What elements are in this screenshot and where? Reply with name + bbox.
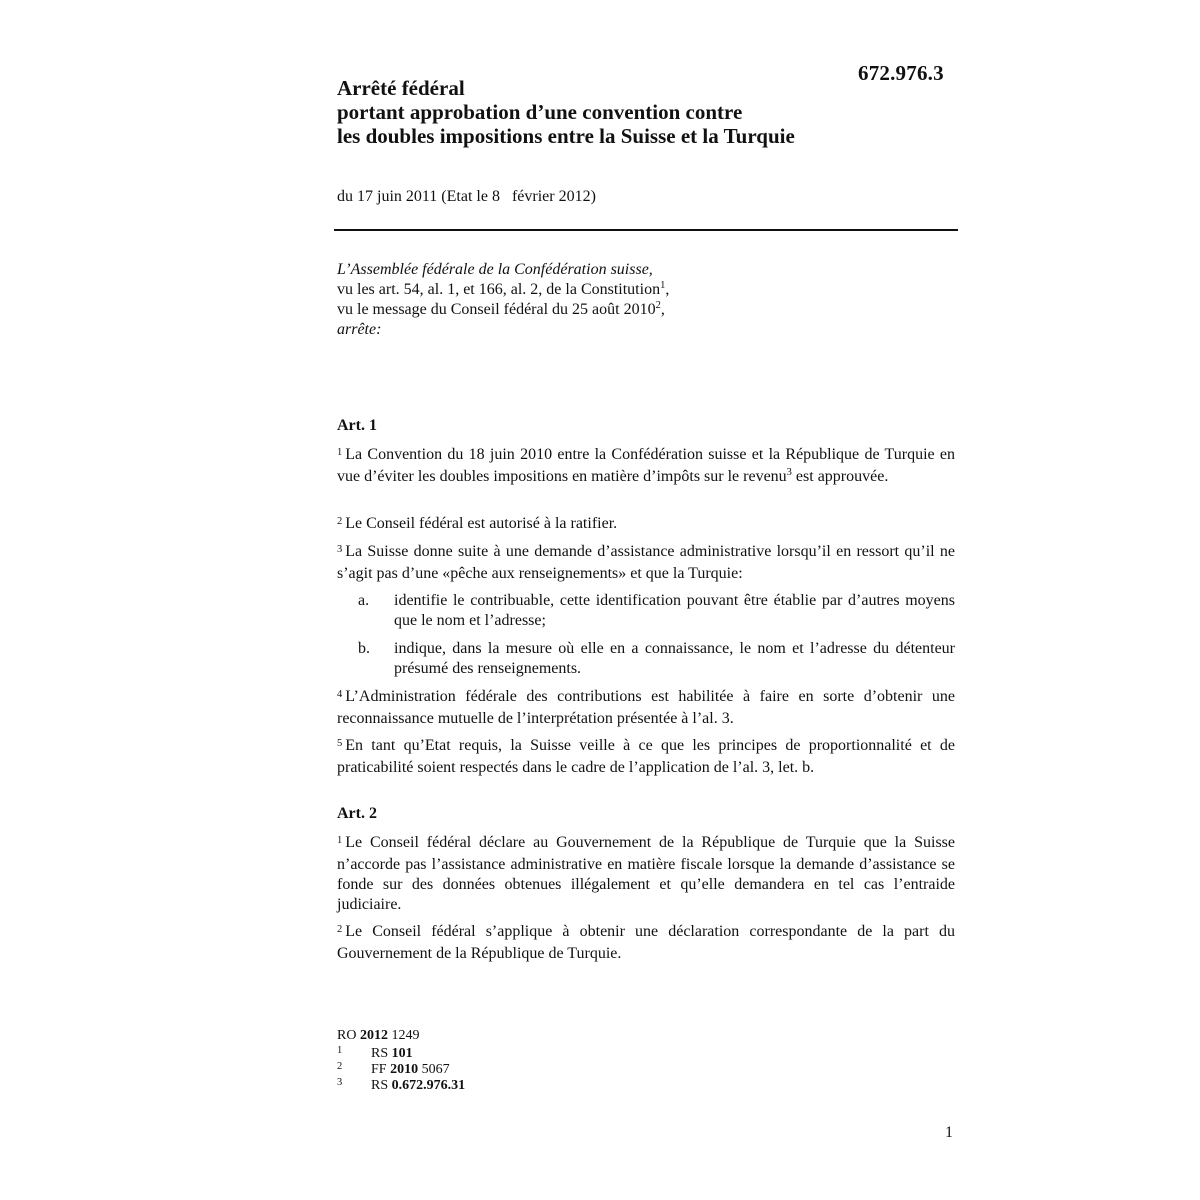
footnote-2 bbox=[337, 1061, 450, 1078]
paragraph-text: Le Conseil fédéral déclare au Gouvernement de la République de Turquie que la Suisse n’accorde pas l’assistance administrative en matière fiscale lorsque la demande d’assistance se fonde sur des données obtenues illégalement et qu’elle demandera en tel cas l’entraide judiciaire. bbox=[337, 834, 955, 913]
footnote-number: 3 bbox=[337, 1077, 343, 1088]
page-number: 1 bbox=[945, 1124, 953, 1141]
article-2-paragraph-1 bbox=[337, 833, 955, 915]
footnote-prefix: RS bbox=[371, 1078, 389, 1093]
paragraph-number: 3 bbox=[337, 544, 343, 555]
paragraph-number: 1 bbox=[337, 447, 343, 458]
footnote-prefix: FF bbox=[371, 1062, 387, 1077]
footnote-bold: 2010 bbox=[390, 1062, 419, 1077]
paragraph-text: L’Administration fédérale des contributions est habilitée à faire en sorte d’obtenir une reconnaissance mutuelle de l’interprétation présentée à l’al. 3. bbox=[337, 688, 955, 727]
footnote-1 bbox=[337, 1046, 419, 1062]
ro-year: 2012 bbox=[359, 1028, 388, 1043]
paragraph-number: 4 bbox=[337, 689, 343, 700]
ro-page: 1249 bbox=[391, 1028, 420, 1043]
paragraph-text: La Suisse donne suite à une demande d’assistance administrative lorsqu’il en ressort qu’il ne s’agit pas d’une «pêche aux renseignements» et que la Turquie: bbox=[337, 543, 955, 582]
footnote-text bbox=[371, 1078, 465, 1094]
paragraph-text: Le Conseil fédéral s’applique à obtenir une déclaration correspondante de la part du Gouvernement de la République de Turquie. bbox=[337, 923, 955, 962]
footnote-3 bbox=[337, 1077, 466, 1094]
footnote-bold: 101 bbox=[391, 1046, 413, 1061]
date-line: du 17 juin 2011 (Etat le 8 février 2012) bbox=[337, 188, 596, 205]
footnote-suffix: 5067 bbox=[421, 1062, 450, 1077]
ro-prefix: RO bbox=[337, 1028, 357, 1043]
footnote-text bbox=[371, 1062, 450, 1078]
paragraph-text: La Convention du 18 juin 2010 entre la Confédération suisse et la République de Turquie en vue d’éviter les doubles impositions en matière d’impôts sur le revenu bbox=[337, 446, 955, 485]
article-1-paragraph-5 bbox=[337, 736, 955, 778]
sr-number: 672.976.3 bbox=[858, 61, 944, 85]
list-item-a bbox=[358, 591, 955, 631]
preamble-constitution-text: vu les art. 54, al. 1, et 166, al. 2, de la Constitution bbox=[337, 281, 661, 298]
preamble-constitution bbox=[337, 280, 955, 300]
list-item-text: indique, dans la mesure où elle en a connaissance, le nom et l’adresse du détenteur présumé des renseignements. bbox=[394, 640, 955, 677]
preamble-assembly: L’Assemblée fédérale de la Confédération suisse, bbox=[337, 261, 653, 278]
punctuation: , bbox=[660, 301, 665, 318]
footnote-prefix: RS bbox=[371, 1046, 389, 1061]
footnote-bold: 0.672.976.31 bbox=[391, 1078, 466, 1093]
paragraph-number: 5 bbox=[337, 738, 343, 749]
paragraph-text: En tant qu’Etat requis, la Suisse veille à ce que les principes de proportionnalité et de praticabilité soient respectés dans le cadre de l’application de l’al. 3, let. b. bbox=[337, 737, 955, 776]
preamble-message-text: vu le message du Conseil fédéral du 25 août 2010 bbox=[337, 301, 656, 318]
footnote-text bbox=[371, 1046, 413, 1062]
title-line: Arrêté fédéral bbox=[337, 76, 465, 100]
title-line: portant approbation d’une convention contre bbox=[337, 100, 743, 124]
title-line: les doubles impositions entre la Suisse et la Turquie bbox=[337, 124, 795, 148]
article-1-paragraph-4 bbox=[337, 687, 955, 729]
paragraph-number: 2 bbox=[337, 924, 343, 935]
header-divider bbox=[334, 229, 958, 231]
list-marker: a. bbox=[358, 592, 370, 609]
list-marker: b. bbox=[358, 640, 370, 657]
article-1-paragraph-3 bbox=[337, 542, 955, 584]
ro-reference bbox=[337, 1027, 419, 1044]
preamble-message bbox=[337, 300, 955, 320]
article-1-paragraph-1 bbox=[337, 445, 955, 487]
punctuation: , bbox=[665, 281, 670, 298]
article-2-heading: Art. 2 bbox=[337, 805, 377, 822]
footnote-ref[interactable]: 3 bbox=[786, 467, 792, 478]
footnotes bbox=[337, 1027, 466, 1094]
article-1-heading: Art. 1 bbox=[337, 417, 377, 434]
article-2-paragraph-2 bbox=[337, 922, 955, 964]
list-item-b bbox=[358, 639, 955, 679]
footnote-number: 2 bbox=[337, 1061, 343, 1072]
paragraph-text: Le Conseil fédéral est autorisé à la ratifier. bbox=[345, 515, 618, 532]
footnote-ref[interactable]: 2 bbox=[655, 300, 661, 311]
paragraph-number: 2 bbox=[337, 516, 343, 527]
document-title bbox=[337, 76, 937, 148]
preamble-arrete: arrête: bbox=[337, 321, 382, 338]
paragraph-text-end: est approuvée. bbox=[795, 468, 889, 485]
list-item-text: identifie le contribuable, cette identification pouvant être établie par d’autres moyens que le nom et l’adresse; bbox=[394, 592, 955, 629]
preamble bbox=[337, 260, 955, 340]
footnote-number: 1 bbox=[337, 1045, 343, 1056]
article-1-paragraph-2 bbox=[337, 514, 955, 536]
footnote-ref[interactable]: 1 bbox=[660, 280, 666, 291]
paragraph-number: 1 bbox=[337, 835, 343, 846]
